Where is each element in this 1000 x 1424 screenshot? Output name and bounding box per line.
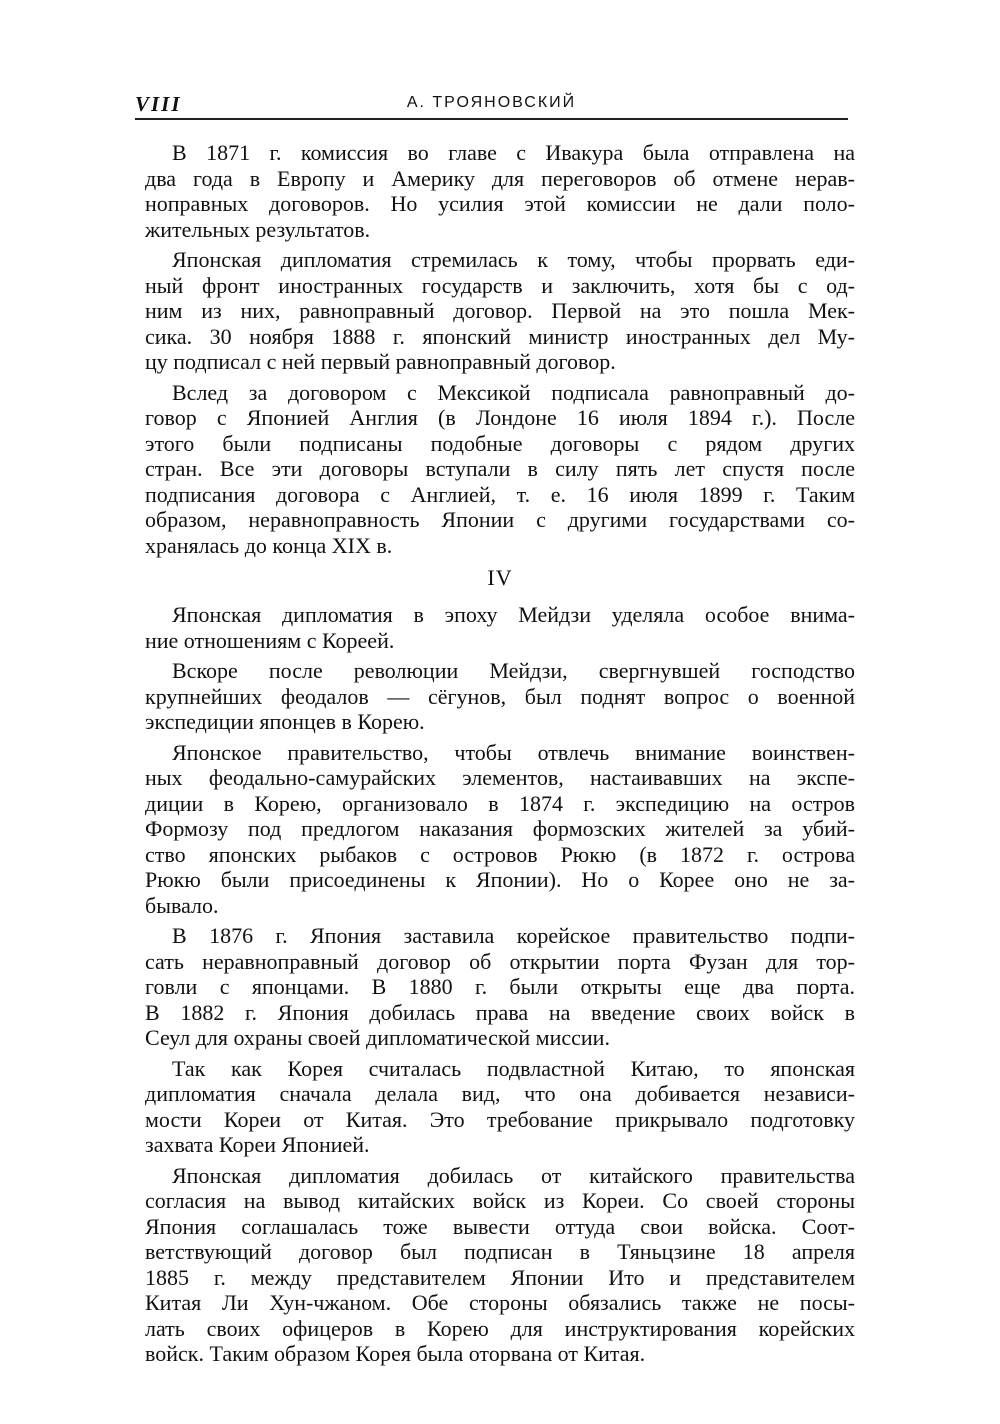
text-line: ним из них, равноправный договор. Первой на это пошла Мек- <box>145 298 855 323</box>
text-line: ство японских рыбаков с островов Рюкю (в 1872 г. острова <box>145 841 855 867</box>
text-line: В 1876 г. Япония заставила корейское правительство подпи- <box>172 923 855 948</box>
text-line: захвата Кореи Японией. <box>145 1132 370 1157</box>
text-line: два года в Европу и Америку для переговоров об отмене нерав- <box>145 165 855 191</box>
text-line: мости Кореи от Китая. Это требование прикрывало подготовку <box>145 1106 855 1132</box>
text-line: подписания договора с Англией, т. е. 16 июля 1899 г. Таким <box>145 481 855 507</box>
text-line: ветствующий договор был подписан в Тяньцзине 18 апреля <box>145 1239 855 1264</box>
text-line: ных феодально-самурайских элементов, настаивавших на экспе- <box>145 765 855 790</box>
text-line: бывало. <box>145 892 219 918</box>
text-line: экспедиции японцев в Корею. <box>145 709 425 734</box>
text-line: Рюкю были присоединены к Японии). Но о Корее оно не за- <box>145 867 855 892</box>
section-number: IV <box>487 565 513 590</box>
page-number: VIII <box>135 92 182 116</box>
text-line: В 1882 г. Япония добилась права на введение своих войск в <box>145 999 855 1025</box>
text-line: сика. 30 ноября 1888 г. японский министр иностранных дел Му- <box>145 323 855 349</box>
text-line: жительных результатов. <box>145 216 371 242</box>
paragraph <box>145 1056 855 1158</box>
section-iii-tail <box>145 140 855 558</box>
text-line: сать неравноправный договор об открытии порта Фузан для тор- <box>145 948 855 974</box>
text-line: Формозу под предлогом наказания формозских жителей за убий- <box>145 816 855 841</box>
paragraph <box>145 602 855 653</box>
text-line: говли с японцами. В 1880 г. были открыты еще два порта. <box>145 974 855 999</box>
text-line: диции в Корею, организовало в 1874 г. экспедицию на остров <box>145 790 855 816</box>
paragraph <box>145 658 855 735</box>
text-line: Японская дипломатия в эпоху Мейдзи уделяла особое внима- <box>172 602 855 627</box>
text-line: 1885 г. между представителем Японии Ито и представителем <box>145 1264 855 1290</box>
text-line: этого были подписаны подобные договоры с рядом других <box>145 430 855 456</box>
running-head-author: А. ТРОЯНОВСКИЙ <box>406 94 577 111</box>
text-line: Япония соглашалась тоже вывести оттуда свои войска. Соот- <box>145 1213 855 1239</box>
text-line: Сеул для охраны своей дипломатической миссии. <box>145 1025 610 1050</box>
text-line: согласия на вывод китайских войск из Кореи. Со своей стороны <box>145 1188 855 1213</box>
section-iv <box>145 602 855 1367</box>
text-line: дипломатия сначала делала вид, что она добивается независи- <box>145 1081 855 1106</box>
paragraph <box>145 923 855 1051</box>
text-line: В 1871 г. комиссия во главе с Ивакура была отправлена на <box>172 140 855 165</box>
text-line: Так как Корея считалась подвластной Китаю, то японская <box>172 1055 855 1081</box>
paragraph <box>145 140 855 242</box>
text-line: крупнейших феодалов — сёгунов, был поднят вопрос о военной <box>145 683 855 709</box>
running-head <box>135 92 848 120</box>
text-line: стран. Все эти договоры вступали в силу пять лет спустя после <box>145 456 855 481</box>
paragraph <box>145 380 855 559</box>
text-line: ние отношениям с Кореей. <box>145 627 395 653</box>
text-line: хранялась до конца XIX в. <box>145 532 393 558</box>
text-line: Японская дипломатия стремилась к тому, чтобы прорвать еди- <box>172 247 855 272</box>
body-text <box>145 140 855 1372</box>
text-line: образом, неравноправность Японии с другими государствами со- <box>145 507 855 532</box>
paragraph <box>145 1163 855 1367</box>
text-line: войск. Таким образом Корея была оторвана от Китая. <box>145 1341 646 1366</box>
text-line: лать своих офицеров в Корею для инструктирования корейских <box>145 1315 855 1341</box>
text-line: ный фронт иностранных государств и заключить, хотя бы с од- <box>145 272 855 298</box>
text-line: Японское правительство, чтобы отвлечь внимание воинствен- <box>172 739 855 765</box>
paragraph <box>145 740 855 919</box>
text-line: ноправных договоров. Но усилия этой комиссии не дали поло- <box>145 191 855 216</box>
text-line: Японская дипломатия добилась от китайского правительства <box>172 1162 855 1188</box>
paragraph <box>145 247 855 375</box>
text-line: Вслед за договором с Мексикой подписала равноправный до- <box>172 379 855 405</box>
text-line: Китая Ли Хун-чжаном. Обе стороны обязались также не посы- <box>145 1290 855 1315</box>
text-line: Вскоре после революции Мейдзи, свергнувшей господство <box>172 658 855 683</box>
text-line: говор с Японией Англия (в Лондоне 16 июля 1894 г.). После <box>145 405 855 430</box>
text-line: цу подписал с ней первый равноправный договор. <box>145 349 616 374</box>
